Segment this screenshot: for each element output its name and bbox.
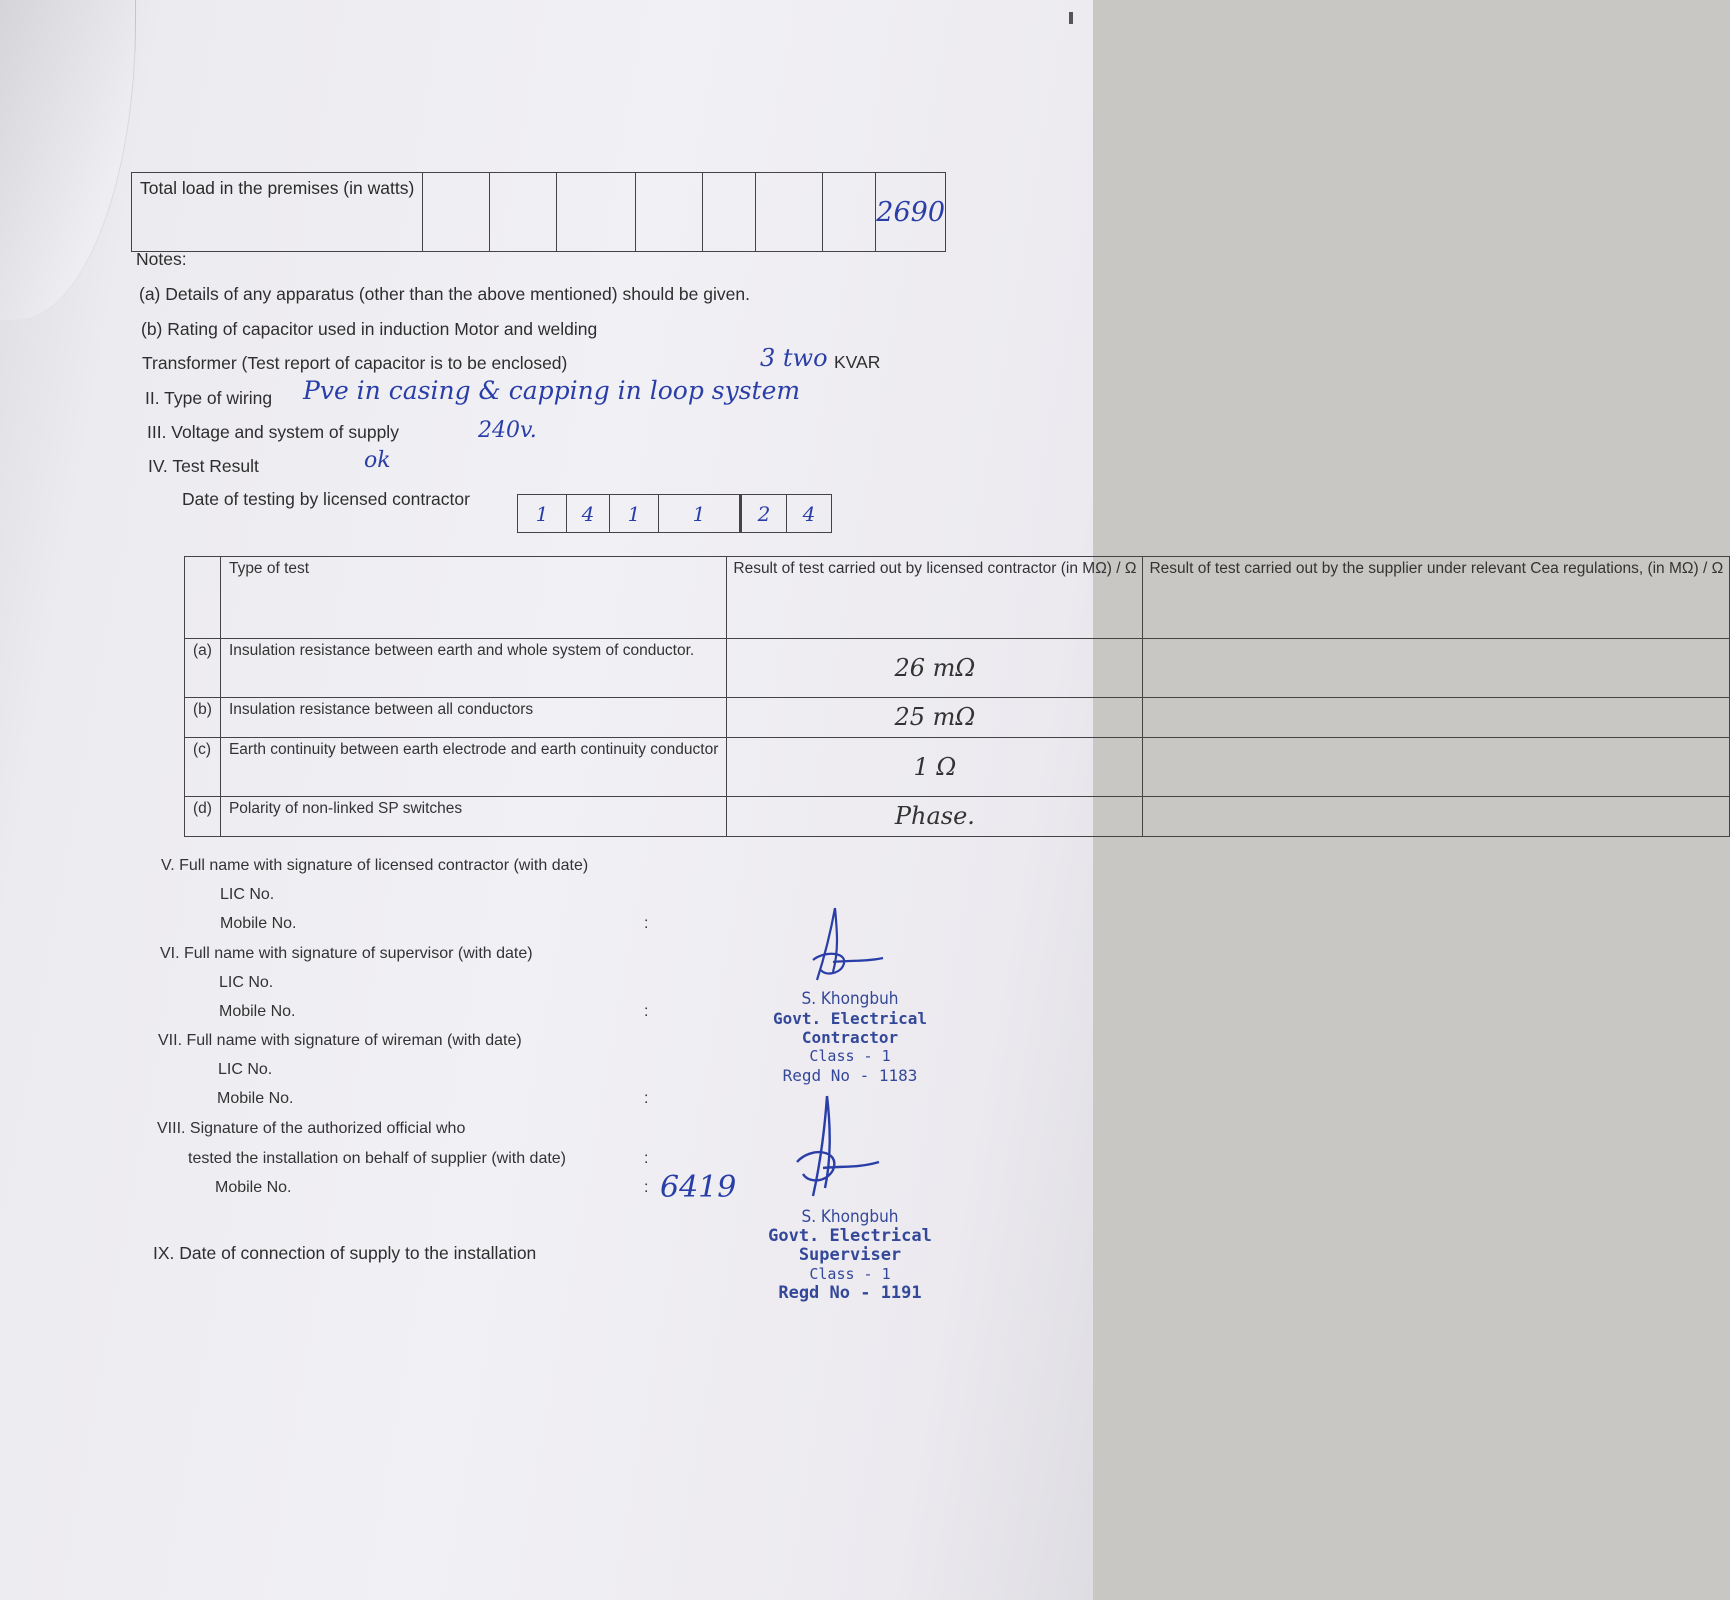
lic-label: LIC No. [220,886,275,903]
table-header-row [185,557,1730,639]
stamp-regd: Regd No - 1183 [782,1066,918,1085]
row-id: (c) [185,738,221,797]
capacitor-value: 3 two [760,344,828,372]
section-viii-line1: VIII. Signature of the authorized official who [157,1120,466,1137]
row-supplier-result [1143,738,1730,797]
stamp-class: Class - 1 [809,1265,891,1283]
note-a: (a) Details of any apparatus (other than the above mentioned) should be given. [139,284,750,304]
stamp-title: Govt. Electrical Superviser [768,1226,932,1265]
page-fold [0,0,136,320]
mobile-label: Mobile No. [220,915,297,932]
row-test: Insulation resistance between earth and whole system of conductor. [220,639,726,698]
testing-date-boxes [517,494,832,533]
row-contractor-result: 26 mΩ [727,639,1143,698]
section-v: V. Full name with signature of licensed contractor (with date) [161,857,589,874]
date-digit: 1 [518,495,567,533]
wiring-value: Pve in casing & capping in loop system [303,376,801,405]
colon: : [644,1003,649,1020]
note-b: (b) Rating of capacitor used in induction Motor and welding [141,319,598,339]
mobile-label: Mobile No. [219,1003,296,1020]
capacitor-unit: KVAR [834,352,881,372]
total-load-label: Total load in the premises (in watts) [132,173,423,252]
row-contractor-result: 1 Ω [727,738,1143,797]
total-load-value: 2690 [876,196,945,228]
row-id: (d) [185,797,221,837]
date-digit: 1 [610,495,659,533]
header-cell: Result of test carried out by licensed contractor (in MΩ) / Ω [727,557,1143,639]
supervisor-signature [775,1090,885,1202]
stamp-regd: Regd No - 1191 [778,1283,922,1303]
testing-date-label: Date of testing by licensed contractor [182,489,470,509]
table-row [185,738,1730,797]
colon: : [644,1090,649,1107]
lic-label: LIC No. [219,974,274,991]
stamp-title: Govt. Electrical Contractor [772,1009,928,1047]
test-result-label: IV. Test Result [148,456,259,476]
row-test: Earth continuity between earth electrode and earth continuity conductor [220,738,726,797]
paper-clip-mark [1069,12,1073,24]
row-supplier-result [1143,698,1730,738]
note-transformer: Transformer (Test report of capacitor is to be enclosed) [142,353,568,373]
row-id: (b) [185,698,221,738]
colon: : [644,1150,649,1167]
row-supplier-result [1143,797,1730,837]
row-id: (a) [185,639,221,698]
section-vii: VII. Full name with signature of wireman (with date) [158,1032,522,1049]
colon: : [644,1179,649,1196]
header-cell: Result of test carried out by the supplier under relevant Cea regulations, (in MΩ) / Ω [1143,557,1730,639]
voltage-value: 240v. [478,418,537,443]
header-cell: Type of test [220,557,726,639]
stamp-name: S. Khongbuh [801,1207,899,1227]
wiring-label: II. Type of wiring [145,388,273,408]
contractor-signature [795,900,895,992]
table-row [185,698,1730,738]
supervisor-stamp [735,1208,965,1303]
date-digit: 2 [742,495,787,533]
notes-heading: Notes: [136,249,187,269]
date-digit: 4 [567,495,610,533]
voltage-label: III. Voltage and system of supply [147,422,399,442]
contractor-stamp [735,990,965,1085]
header-cell [185,557,221,639]
colon: : [644,915,649,932]
stamp-class: Class - 1 [809,1047,891,1065]
row-supplier-result [1143,639,1730,698]
test-results-table [184,556,1730,837]
row-test: Polarity of non-linked SP switches [220,797,726,837]
row-test: Insulation resistance between all conductors [220,698,726,738]
mobile-label: Mobile No. [217,1090,294,1107]
row-contractor-result: Phase. [727,797,1143,837]
table-row [185,797,1730,837]
row-contractor-result: 25 mΩ [727,698,1143,738]
stamp-name: S. Khongbuh [801,989,899,1009]
section-ix: IX. Date of connection of supply to the installation [153,1243,537,1263]
section-viii-line2: tested the installation on behalf of supplier (with date) [188,1150,567,1167]
lic-label: LIC No. [218,1061,273,1078]
test-result-value: ok [364,448,391,473]
date-digit: 4 [787,495,832,533]
date-digit: 1 [659,495,740,533]
total-load-table [131,172,946,252]
mobile-label: Mobile No. [215,1179,292,1196]
mobile-value-handwritten: 6419 [660,1170,737,1205]
table-row [185,639,1730,698]
section-vi: VI. Full name with signature of supervisor (with date) [160,945,533,962]
